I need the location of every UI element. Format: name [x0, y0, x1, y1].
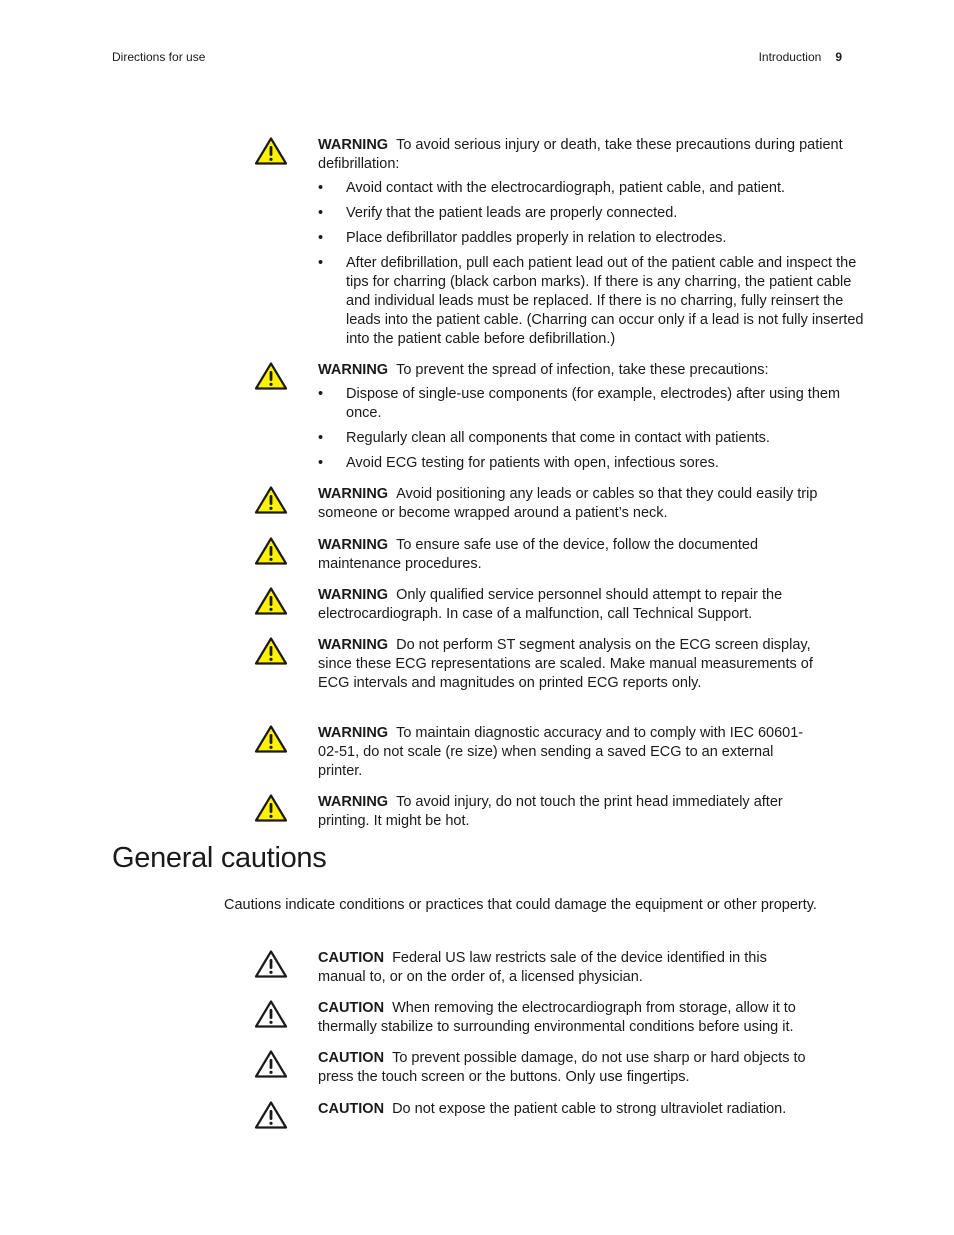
warning-label: WARNING [318, 537, 389, 553]
section-heading: General cautions [112, 842, 327, 874]
warning-label: WARNING [318, 486, 389, 502]
warning-triangle-icon [254, 536, 288, 566]
list-item: • Verify that the patient leads are properly connected. [318, 204, 876, 223]
warning-body: To avoid injury, do not touch the print head immediately after printing. It might be hot. [318, 794, 783, 829]
warning-triangle-icon [254, 724, 288, 754]
warning-text [318, 536, 838, 574]
caution-body: Federal US law restricts sale of the device identified in this manual to, or on the order of, a licensed physician. [318, 950, 767, 985]
warning-body: Avoid positioning any leads or cables so that they could easily trip someone or become wrapped around a patient’s neck. [318, 486, 818, 521]
warning-body: Do not perform ST segment analysis on the ECG screen display, since these ECG representations are scaled. Make manual measurements of ECG intervals and magnitudes on printed ECG reports only. [318, 637, 813, 691]
caution-triangle-icon [254, 1049, 288, 1079]
caution-text [318, 949, 818, 987]
warning-triangle-icon [254, 485, 288, 515]
section-intro: Cautions indicate conditions or practices that could damage the equipment or other property. [224, 897, 817, 913]
warning-text [318, 636, 828, 693]
warning-label: WARNING [318, 725, 389, 741]
caution-body: To prevent possible damage, do not use sharp or hard objects to press the touch screen or the buttons. Only use fingertips. [318, 1050, 806, 1085]
caution-body: When removing the electrocardiograph from storage, allow it to thermally stabilize to surrounding environmental conditions before using it. [318, 1000, 796, 1035]
warning-infection [254, 361, 876, 479]
warning-label: WARNING [318, 637, 389, 653]
warning-label: WARNING [318, 794, 389, 810]
caution-text [318, 999, 846, 1037]
caution-federal-law [254, 949, 876, 987]
warning-print-head [254, 793, 876, 831]
warning-body: To prevent the spread of infection, take these precautions: [396, 362, 769, 378]
warning-triangle-icon [254, 793, 288, 823]
caution-label: CAUTION [318, 1050, 385, 1066]
caution-touch-screen [254, 1049, 876, 1087]
warning-text [318, 136, 876, 349]
caution-text [318, 1100, 858, 1119]
list-item: • Avoid ECG testing for patients with open, infectious sores. [318, 454, 876, 473]
running-header-title: Directions for use [112, 50, 206, 64]
warning-body: To avoid serious injury or death, take these precautions during patient defibrillation: [318, 137, 843, 172]
warning-defibrillation [254, 136, 876, 355]
caution-label: CAUTION [318, 950, 385, 966]
warning-text [318, 361, 876, 473]
warning-triangle-icon [254, 136, 288, 166]
list-item: • Dispose of single-use components (for example, electrodes) after using them once. [318, 385, 876, 423]
list-item: • Regularly clean all components that come in contact with patients. [318, 429, 876, 448]
warning-text [318, 485, 838, 523]
list-item: • After defibrillation, pull each patient lead out of the patient cable and inspect the tips for charring (black carbon marks). If there is any charring, the patient cable and individual leads must be replaced. If there is no charring, fully reinsert the leads into the patient cable. (Charring can occur only if a lead is not fully inserted into the patient cable before defibrillation.) [318, 254, 876, 349]
caution-ultraviolet [254, 1100, 876, 1119]
warning-cable-positioning [254, 485, 876, 523]
warning-triangle-icon [254, 586, 288, 616]
caution-triangle-icon [254, 1100, 288, 1130]
warning-text [318, 793, 838, 831]
warning-triangle-icon [254, 636, 288, 666]
warning-text [318, 586, 838, 624]
warning-body: To ensure safe use of the device, follow the documented maintenance procedures. [318, 537, 759, 572]
caution-label: CAUTION [318, 1000, 385, 1016]
list-item: • Place defibrillator paddles properly in relation to electrodes. [318, 229, 876, 248]
header-section-name: Introduction [758, 50, 822, 64]
warning-diagnostic-accuracy [254, 724, 876, 781]
bullet-list [318, 385, 876, 473]
warning-label: WARNING [318, 362, 389, 378]
caution-body: Do not expose the patient cable to strong ultraviolet radiation. [392, 1101, 787, 1117]
list-item: • Avoid contact with the electrocardiograph, patient cable, and patient. [318, 179, 876, 198]
bullet-list [318, 179, 876, 349]
warning-st-segment [254, 636, 876, 693]
running-header-section [759, 50, 842, 64]
warning-text [318, 724, 804, 781]
warning-body: To maintain diagnostic accuracy and to comply with IEC 60601-02-51, do not scale (re size) when sending a saved ECG to an external printer. [318, 725, 804, 779]
caution-text [318, 1049, 838, 1087]
warning-maintenance [254, 536, 876, 574]
warning-body: Only qualified service personnel should attempt to repair the electrocardiograph. In case of a malfunction, call Technical Support. [318, 587, 783, 622]
caution-triangle-icon [254, 949, 288, 979]
caution-triangle-icon [254, 999, 288, 1029]
warning-service-personnel [254, 586, 876, 624]
page-number: 9 [835, 50, 842, 64]
warning-label: WARNING [318, 587, 389, 603]
caution-storage [254, 999, 876, 1037]
warning-triangle-icon [254, 361, 288, 391]
warning-label: WARNING [318, 137, 389, 153]
caution-label: CAUTION [318, 1101, 385, 1117]
